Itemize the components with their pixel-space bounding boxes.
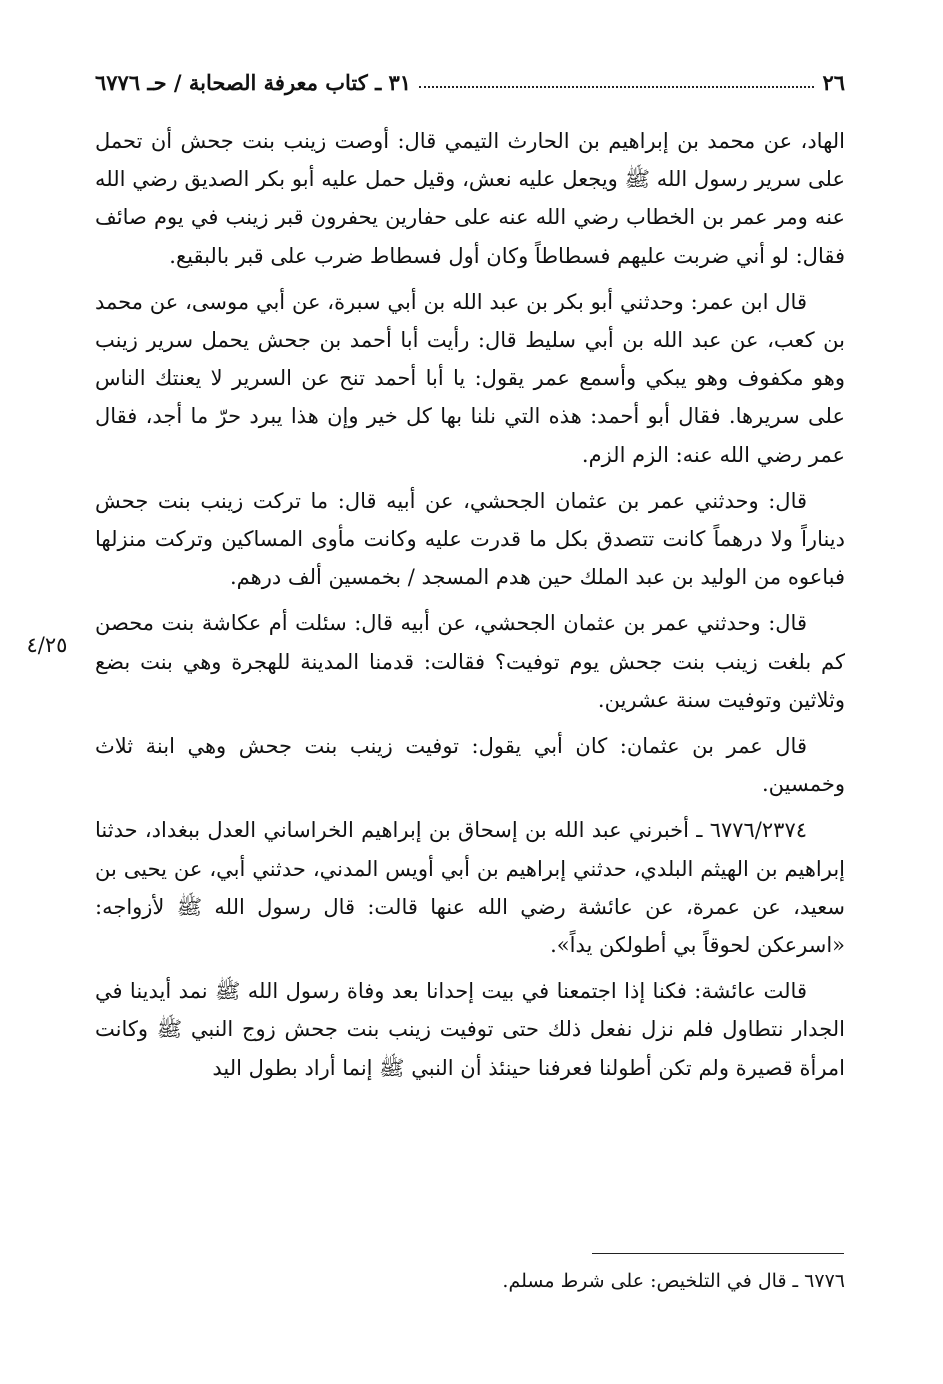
footnote: ٦٧٧٦ ـ قال في التلخيص: على شرط مسلم. [502, 1270, 845, 1292]
paragraph: الهاد، عن محمد بن إبراهيم بن الحارث التيمي قال: أوصت زينب بنت جحش أن تحمل على سرير رسول الله ﷺ ويجعل عليه نعش، وقيل حمل عليه أبو بكر الصديق رضي الله عنه ومر عمر بن الخطاب رضي الله عنه على حفارين يحفرون قبر زينب في يوم صائف فقال: لو أني ضربت عليهم فسطاطاً وكان أول فسطاط ضرب على قبر بالبقيع. [95, 129, 845, 268]
paragraph: قالت عائشة: فكنا إذا اجتمعنا في بيت إحدانا بعد وفاة رسول الله ﷺ نمد أيدينا في الجدار نتطاول فلم نزل نفعل ذلك حتى توفيت زينب بنت جحش زوج النبي ﷺ وكانت امرأة قصيرة ولم تكن أطولنا فعرفنا حينئذ أن النبي ﷺ إنما أراد بطول اليد [95, 979, 845, 1080]
paragraph: قال: وحدثني عمر بن عثمان الجحشي، عن أبيه قال: ما تركت زينب بنت جحش ديناراً ولا درهماً كانت تتصدق بكل ما قدرت عليه وكانت مأوى المساكين وتركت منزلها فباعوه من الوليد بن عبد الملك حين هدم المسجد / بخمسين ألف درهم. [95, 488, 845, 590]
main-text [95, 122, 845, 1095]
running-title: ٣١ ـ كتاب معرفة الصحابة / حـ ٦٧٧٦ [95, 69, 412, 95]
hadith-paragraph: ٦٧٧٦/٢٣٧٤ ـ أخبرني عبد الله بن إسحاق بن إبراهيم الخراساني العدل ببغداد، حدثنا إبراهيم بن الهيثم البلدي، حدثني إبراهيم بن أبي أويس المدني، حدثني أبي، عن يحيى بن سعيد، عن عمرة، عن عائشة رضي الله عنها قالت: قال رسول الله ﷺ لأزواجه: «اسرعكن لحوقاً بي أطولكن يداً». [95, 818, 845, 958]
margin-reference: ٤/٢٥ [26, 633, 68, 657]
footnote-divider [592, 1253, 844, 1254]
header-dot-leader [419, 86, 814, 88]
paragraph: قال ابن عمر: وحدثني أبو بكر بن عبد الله بن أبي سبرة، عن أبي موسى، عن محمد بن كعب، عن عبد الله بن أبي سليط قال: رأيت أبا أحمد بن جحش يحمل سرير زينب وهو مكفوف وهو يبكي وأسمع عمر يقول: يا أبا أحمد تنح عن السرير لا يعنتك الناس على سريرها. فقال أبو أحمد: هذه التي نلنا بها كل خير وإن هذا يبرد حرّ ما أجد، فقال عمر رضي الله عنه: الزم الزم. [95, 289, 845, 467]
page-number: ٢٦ [822, 69, 845, 95]
paragraph: قال عمر بن عثمان: كان أبي يقول: توفيت زينب بنت جحش وهي ابنة ثلاث وخمسين. [95, 734, 845, 797]
running-header [95, 62, 845, 102]
paragraph: قال: وحدثني عمر بن عثمان الجحشي، عن أبيه قال: سئلت أم عكاشة بنت محصن كم بلغت زينب بنت جحش يوم توفيت؟ فقالت: قدمنا المدينة للهجرة وهي بنت بضع وثلاثين وتوفيت سنة عشرين. [95, 611, 845, 712]
